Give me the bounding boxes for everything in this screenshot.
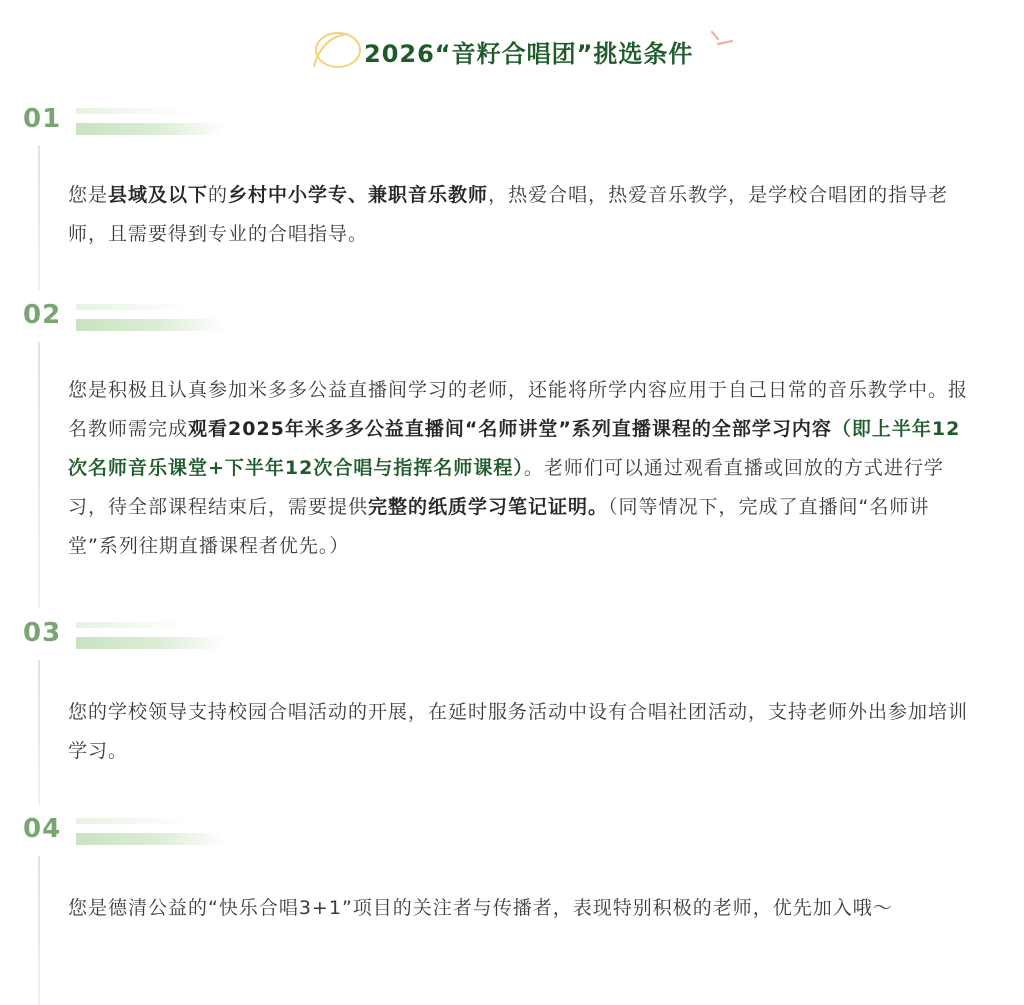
section-number-01: 01 xyxy=(23,104,62,134)
number-highlight-bar xyxy=(76,833,226,845)
title-area xyxy=(0,28,1024,78)
section-divider-line xyxy=(38,660,40,805)
text-segment: 您是 xyxy=(68,184,109,206)
bold-text: 完整的纸质学习笔记证明。 xyxy=(368,496,609,518)
bold-text: 观看2025年米多多公益直播间“名师讲堂”系列直播课程的全部学习内容 xyxy=(188,418,832,440)
green-highlight-text: （即上半年12次名师音乐课堂+下半年12次合唱与指挥名师课程） xyxy=(68,418,961,479)
text-segment: 的 xyxy=(208,184,229,206)
section-text-03 xyxy=(68,693,968,771)
yellow-circle-doodle-icon xyxy=(308,28,364,72)
text-segment: ，热爱合唱，热爱音乐教学，是学校合唱团的指导老师，且需要得到专业的合唱指导。 xyxy=(68,184,949,245)
section-text-04 xyxy=(68,889,968,928)
section-divider-line xyxy=(38,145,40,290)
section-divider-line xyxy=(38,856,40,1005)
number-highlight-bar xyxy=(76,319,226,331)
bold-text: 乡村中小学专、兼职音乐教师 xyxy=(228,184,489,206)
number-highlight-bar xyxy=(76,637,226,649)
section-divider-line xyxy=(38,342,40,608)
text-segment: 您是德清公益的“快乐合唱3+1”项目的关注者与传播者，表现特别积极的老师，优先加入哦～ xyxy=(68,897,893,919)
text-segment: 。老师们可以通过观看直播或回放的方式进行学习，待全部课程结束后，需要提供 xyxy=(68,457,944,518)
text-segment: 您的学校领导支持校园合唱活动的开展，在延时服务活动中设有合唱社团活动，支持老师外出参加培训学习。 xyxy=(68,701,969,762)
section-number-03: 03 xyxy=(23,618,62,648)
number-highlight-bar xyxy=(76,622,186,628)
number-highlight-bar xyxy=(76,818,186,824)
number-highlight-bar xyxy=(76,123,226,135)
sparkle-doodle-icon xyxy=(706,30,736,54)
text-segment: 您是积极且认真参加米多多公益直播间学习的老师，还能将所学内容应用于自己日常的音乐教学中。报名教师需完成 xyxy=(68,379,969,440)
number-highlight-bar xyxy=(76,108,186,114)
section-number-04: 04 xyxy=(23,814,62,844)
number-highlight-bar xyxy=(76,304,186,310)
bold-text: 县域及以下 xyxy=(108,184,209,206)
page-title: 2026“音籽合唱团”挑选条件 xyxy=(364,40,694,68)
section-text-01 xyxy=(68,176,968,254)
section-text-02 xyxy=(68,371,968,566)
section-number-02: 02 xyxy=(23,300,62,330)
text-segment: （同等情况下，完成了直播间“名师讲堂”系列往期直播课程者优先。） xyxy=(68,496,930,557)
